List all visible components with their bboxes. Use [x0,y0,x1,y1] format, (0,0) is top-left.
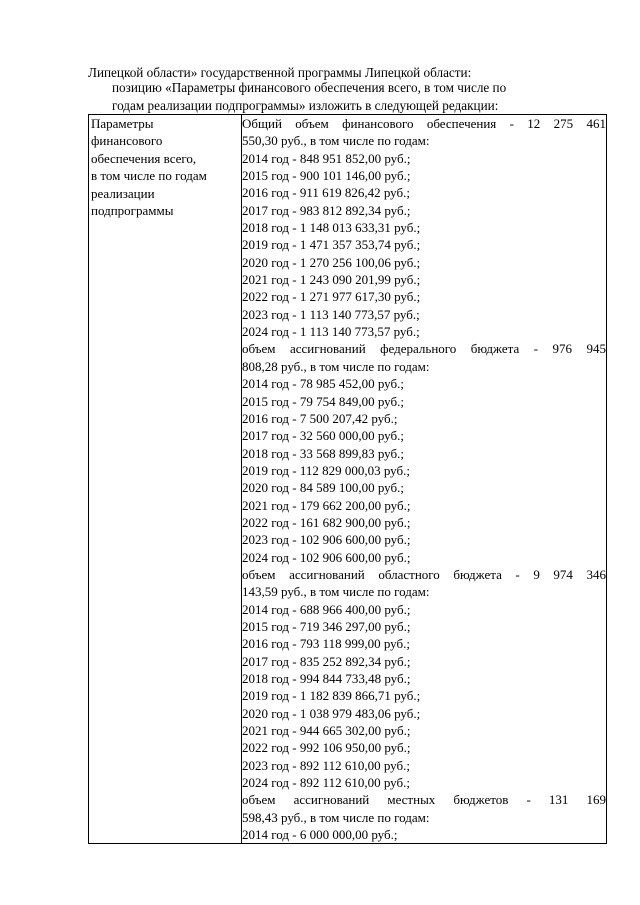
section-heading-total-cont: 550,30 руб., в том числе по годам: [242,133,430,149]
year-amount-row: 2018 год - 994 844 733,48 руб.; [242,671,411,686]
year-amount-row: 2018 год - 33 568 899,83 руб.; [242,445,404,461]
year-amount-row: 2024 год - 1 113 140 773,57 руб.; [242,324,420,340]
year-amount-row: 2020 год - 1 270 256 100,06 руб.; [242,254,421,270]
year-amount-row: 2015 год - 79 754 849,00 руб.; [242,393,404,409]
year-amount-row: 2020 год - 84 589 100,00 руб.; [242,480,404,496]
parameter-label-line: в том числе по годам [91,168,207,184]
year-amount-row: 2023 год - 102 906 600,00 руб.; [242,532,411,548]
section-heading-regional: объем ассигнований областного бюджета - 9 974 346 [242,566,606,582]
section-heading-regional-cont: 143,59 руб., в том числе по годам: [242,584,430,600]
intro-paragraph-line-2: годам реализации подпрограммы» изложить в следующей редакции: [112,97,499,113]
section-heading-federal: объем ассигнований федерального бюджета - 976 945 [242,341,606,357]
year-amount-row: 2014 год - 848 951 852,00 руб.; [242,150,411,166]
intro-paragraph [88,79,606,114]
year-amount-row: 2023 год - 1 113 140 773,57 руб.; [242,306,420,322]
year-amount-row: 2016 год - 911 619 826,42 руб.; [242,185,410,201]
parameter-label-cell [89,115,242,844]
year-amount-row: 2020 год - 1 038 979 483,06 руб.; [242,705,421,721]
table-row [89,115,607,844]
year-amount-row: 2015 год - 719 346 297,00 руб.; [242,618,411,634]
intro-line: Липецкой области» государственной программы Липецкой области: [88,65,472,80]
section-heading-local: объем ассигнований местных бюджетов - 131 169 [242,792,606,808]
parameter-label-line: финансового [91,133,163,149]
parameter-value-cell [242,115,607,844]
year-amount-row: 2024 год - 892 112 610,00 руб.; [242,775,410,791]
financing-table [88,114,607,844]
year-amount-row: 2021 год - 179 662 200,00 руб.; [242,497,411,513]
year-amount-row: 2022 год - 992 106 950,00 руб.; [242,740,411,756]
year-amount-row: 2016 год - 7 500 207,42 руб.; [242,410,398,426]
year-amount-row: 2019 год - 1 182 839 866,71 руб.; [242,688,421,704]
intro-paragraph-line-1: позицию «Параметры финансового обеспечения всего, в том числе по [112,80,507,95]
year-amount-row: 2018 год - 1 148 013 633,31 руб.; [242,220,421,236]
year-amount-row: 2014 год - 688 966 400,00 руб.; [242,601,411,617]
year-amount-row: 2014 год - 6 000 000,00 руб.; [242,827,398,843]
year-amount-row: 2023 год - 892 112 610,00 руб.; [242,757,410,773]
year-amount-row: 2016 год - 793 118 999,00 руб.; [242,636,410,652]
year-amount-row: 2017 год - 32 560 000,00 руб.; [242,428,404,444]
year-amount-row: 2015 год - 900 101 146,00 руб.; [242,168,411,184]
parameter-label-line: обеспечения всего, [91,150,197,166]
year-amount-row: 2021 год - 1 243 090 201,99 руб.; [242,272,421,288]
year-amount-row: 2017 год - 835 252 892,34 руб.; [242,653,411,669]
parameter-label-line: реализации [91,185,155,201]
year-amount-row: 2022 год - 161 682 900,00 руб.; [242,514,411,530]
section-heading-federal-cont: 808,28 руб., в том числе по годам: [242,358,430,374]
year-amount-row: 2024 год - 102 906 600,00 руб.; [242,549,411,565]
year-amount-row: 2019 год - 1 471 357 353,74 руб.; [242,237,421,253]
year-amount-row: 2022 год - 1 271 977 617,30 руб.; [242,289,421,305]
parameter-label-line: подпрограммы [91,203,174,219]
section-heading-total: Общий объем финансового обеспечения - 12 275 461 [242,116,606,131]
section-heading-local-cont: 598,43 руб., в том числе по годам: [242,809,430,825]
year-amount-row: 2019 год - 112 829 000,03 руб.; [242,462,410,478]
parameter-label-line: Параметры [91,116,154,131]
year-amount-row: 2021 год - 944 665 302,00 руб.; [242,723,411,739]
year-amount-row: 2017 год - 983 812 892,34 руб.; [242,202,411,218]
year-amount-row: 2014 год - 78 985 452,00 руб.; [242,376,404,392]
